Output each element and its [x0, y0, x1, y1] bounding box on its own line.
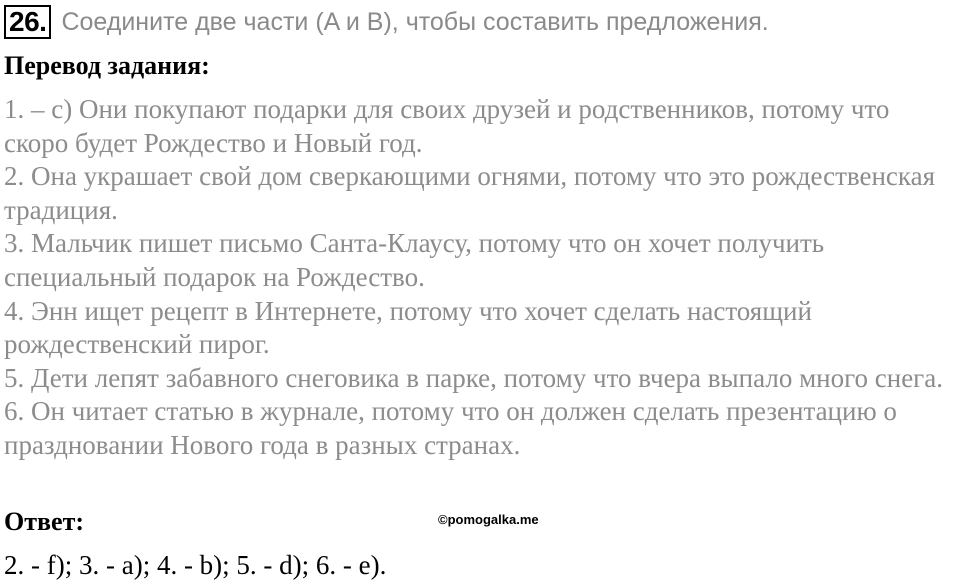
task-number-badge: 26.	[4, 5, 51, 39]
task-header	[4, 4, 769, 40]
answer-heading: Ответ:	[4, 507, 85, 536]
translation-item: 5. Дети лепят забавного снеговика в парке, потому что вчера выпало много снега.	[4, 362, 943, 393]
task-instruction: Соедините две части (A и B), чтобы составить предложения.	[61, 7, 769, 36]
translation-item: 3. Мальчик пишет письмо Санта-Клаусу, потому что он хочет получить специальный подарок на Рождество.	[4, 228, 825, 292]
watermark-text: ©pomogalka.me	[438, 512, 539, 527]
translation-list	[4, 93, 959, 463]
translation-item: 4. Энн ищет рецепт в Интернете, потому что хочет сделать настоящий рождественский пирог.	[4, 295, 812, 360]
translation-item: 2. Она украшает свой дом сверкающими огнями, потому что это рождественская традиция.	[4, 161, 936, 225]
answer-text: 2. - f); 3. - a); 4. - b); 5. - d); 6. - e).	[4, 550, 387, 580]
translation-heading: Перевод задания:	[4, 51, 210, 80]
translation-item: 6. Он читает статью в журнале, потому что он должен сделать презентацию о праздновании Нового года в разных странах.	[4, 396, 897, 460]
translation-item: 1. – с) Они покупают подарки для своих друзей и родственников, потому что скоро будет Рождество и Новый год.	[4, 94, 890, 158]
